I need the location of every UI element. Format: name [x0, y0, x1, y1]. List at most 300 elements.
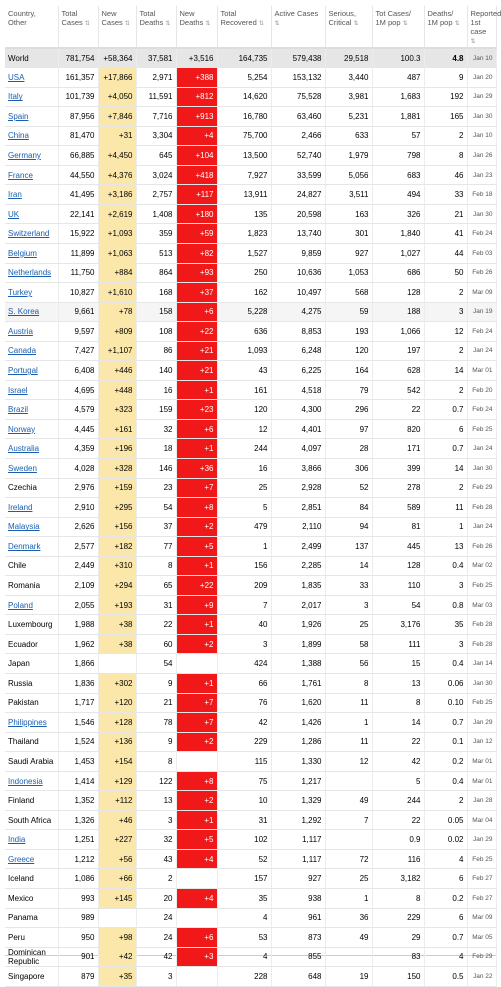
new-cases: +42	[98, 947, 136, 967]
table-row	[5, 615, 496, 635]
country-name[interactable]: Spain	[5, 107, 58, 127]
total-deaths: 168	[136, 283, 176, 303]
deaths-per-million: 192	[424, 87, 467, 107]
table-row	[5, 654, 496, 674]
new-cases: +31	[98, 126, 136, 146]
serious-critical: 3,511	[325, 185, 372, 205]
first-case-date: Feb 27	[467, 889, 496, 909]
first-case-date: Jan 24	[467, 439, 496, 459]
new-deaths: +8	[176, 771, 217, 791]
country-name: Czechia	[5, 478, 58, 498]
serious-critical: 59	[325, 302, 372, 322]
total-deaths: 3,024	[136, 165, 176, 185]
total-deaths: 146	[136, 458, 176, 478]
country-name[interactable]: Greece	[5, 849, 58, 869]
cases-per-million: 171	[372, 439, 424, 459]
total-deaths: 54	[136, 654, 176, 674]
new-cases: +4,450	[98, 146, 136, 166]
total-deaths: 7,716	[136, 107, 176, 127]
total-deaths: 18	[136, 439, 176, 459]
country-name[interactable]: Portugal	[5, 361, 58, 381]
new-cases: +38	[98, 634, 136, 654]
cases-per-million: 5	[372, 771, 424, 791]
country-name[interactable]: Indonesia	[5, 771, 58, 791]
deaths-per-million: 3	[424, 302, 467, 322]
country-name: Japan	[5, 654, 58, 674]
table-row	[5, 204, 496, 224]
total-deaths: 54	[136, 498, 176, 518]
new-cases	[98, 908, 136, 928]
active-cases: 75,528	[271, 87, 325, 107]
active-cases: 10,497	[271, 283, 325, 303]
new-cases: +7,846	[98, 107, 136, 127]
first-case-date: Jan 26	[467, 146, 496, 166]
total-deaths: 20	[136, 889, 176, 909]
country-name[interactable]: Italy	[5, 87, 58, 107]
header-cases-per-million[interactable]	[372, 6, 424, 48]
total-deaths: 11,591	[136, 87, 176, 107]
new-deaths: +1	[176, 674, 217, 694]
table-row	[5, 361, 496, 381]
active-cases: 13,740	[271, 224, 325, 244]
serious-critical: 19	[325, 967, 372, 987]
header-total-deaths[interactable]	[136, 6, 176, 48]
country-name[interactable]: Australia	[5, 439, 58, 459]
cases-per-million: 0.9	[372, 830, 424, 850]
first-case-date: Feb 29	[467, 947, 496, 967]
first-case-date: Feb 24	[467, 322, 496, 342]
country-name[interactable]: Turkey	[5, 283, 58, 303]
table-row	[5, 283, 496, 303]
new-deaths: +93	[176, 263, 217, 283]
table-row	[5, 439, 496, 459]
header-new-deaths[interactable]	[176, 6, 217, 48]
country-name: Ecuador	[5, 634, 58, 654]
header-total-recovered[interactable]	[217, 6, 271, 48]
sort-arrows-icon[interactable]: ⇅	[471, 39, 476, 45]
new-cases: +227	[98, 830, 136, 850]
total-deaths: 864	[136, 263, 176, 283]
deaths-per-million: 0.7	[424, 713, 467, 733]
cases-per-million: 820	[372, 419, 424, 439]
deaths-per-million: 165	[424, 107, 467, 127]
cases-per-million: 197	[372, 341, 424, 361]
total-deaths: 60	[136, 634, 176, 654]
country-name: Saudi Arabia	[5, 752, 58, 772]
table-row	[5, 674, 496, 694]
cases-per-million: 399	[372, 458, 424, 478]
new-deaths: +812	[176, 87, 217, 107]
active-cases: 579,438	[271, 48, 325, 68]
country-name[interactable]: USA	[5, 68, 58, 88]
sort-arrows-icon[interactable]: ⇅	[455, 21, 460, 27]
total-recovered: 75,700	[217, 126, 271, 146]
serious-critical: 14	[325, 556, 372, 576]
total-cases: 41,495	[58, 185, 98, 205]
new-deaths: +104	[176, 146, 217, 166]
total-recovered: 53	[217, 928, 271, 948]
cases-per-million: 81	[372, 517, 424, 537]
total-cases: 781,754	[58, 48, 98, 68]
total-cases: 9,661	[58, 302, 98, 322]
header-first-case[interactable]	[467, 6, 496, 48]
total-deaths: 37,581	[136, 48, 176, 68]
total-deaths: 3	[136, 967, 176, 987]
country-name[interactable]: Philippines	[5, 713, 58, 733]
total-deaths: 159	[136, 400, 176, 420]
header-active-cases[interactable]	[271, 6, 325, 48]
active-cases: 1,330	[271, 752, 325, 772]
total-cases: 2,577	[58, 537, 98, 557]
header-country[interactable]	[5, 6, 58, 48]
total-deaths: 2	[136, 869, 176, 889]
new-cases: +1,063	[98, 243, 136, 263]
deaths-per-million: 0.05	[424, 810, 467, 830]
deaths-per-million: 6	[424, 419, 467, 439]
new-cases: +310	[98, 556, 136, 576]
sort-arrows-icon[interactable]: ⇅	[205, 21, 210, 27]
header-total-cases[interactable]	[58, 6, 98, 48]
active-cases: 4,300	[271, 400, 325, 420]
total-deaths: 9	[136, 674, 176, 694]
country-name[interactable]: India	[5, 830, 58, 850]
first-case-date: Mar 09	[467, 908, 496, 928]
country-name[interactable]: Israel	[5, 380, 58, 400]
active-cases: 1,117	[271, 830, 325, 850]
first-case-date: Feb 25	[467, 576, 496, 596]
covid-stats-table	[5, 6, 497, 987]
total-cases: 4,579	[58, 400, 98, 420]
country-name[interactable]: Switzerland	[5, 224, 58, 244]
first-case-date: Feb 25	[467, 419, 496, 439]
deaths-per-million: 0.7	[424, 439, 467, 459]
country-name: Russia	[5, 674, 58, 694]
total-deaths: 9	[136, 732, 176, 752]
deaths-per-million: 9	[424, 68, 467, 88]
new-deaths: +4	[176, 126, 217, 146]
country-name[interactable]: Brazil	[5, 400, 58, 420]
table-row	[5, 322, 496, 342]
cases-per-million: 487	[372, 68, 424, 88]
country-name[interactable]: Norway	[5, 419, 58, 439]
first-case-date: Feb 03	[467, 243, 496, 263]
sort-arrows-icon[interactable]: ⇅	[354, 21, 359, 27]
header-deaths-per-million[interactable]	[424, 6, 467, 48]
deaths-per-million: 0.06	[424, 674, 467, 694]
total-recovered: 35	[217, 889, 271, 909]
total-deaths: 86	[136, 341, 176, 361]
cases-per-million: 29	[372, 928, 424, 948]
new-cases: +1,093	[98, 224, 136, 244]
total-deaths: 22	[136, 615, 176, 635]
deaths-per-million: 0.2	[424, 889, 467, 909]
first-case-date: Feb 26	[467, 537, 496, 557]
active-cases: 1,835	[271, 576, 325, 596]
first-case-date: Jan 29	[467, 87, 496, 107]
first-case-date: Jan 20	[467, 68, 496, 88]
new-deaths: +8	[176, 498, 217, 518]
total-recovered: 14,620	[217, 87, 271, 107]
deaths-per-million: 0.2	[424, 752, 467, 772]
total-recovered: 244	[217, 439, 271, 459]
country-name[interactable]: Canada	[5, 341, 58, 361]
country-name[interactable]: Sweden	[5, 458, 58, 478]
country-name[interactable]: Denmark	[5, 537, 58, 557]
total-recovered: 13,500	[217, 146, 271, 166]
serious-critical: 11	[325, 693, 372, 713]
total-recovered: 164,735	[217, 48, 271, 68]
total-cases: 950	[58, 928, 98, 948]
deaths-per-million: 4	[424, 947, 467, 967]
serious-critical: 56	[325, 654, 372, 674]
table-row	[5, 341, 496, 361]
serious-critical: 1,053	[325, 263, 372, 283]
new-cases: +58,364	[98, 48, 136, 68]
country-name[interactable]: S. Korea	[5, 302, 58, 322]
new-deaths: +2	[176, 517, 217, 537]
sort-arrows-icon[interactable]: ⇅	[275, 21, 280, 27]
deaths-per-million: 0.4	[424, 556, 467, 576]
new-cases: +884	[98, 263, 136, 283]
total-recovered: 10	[217, 791, 271, 811]
deaths-per-million: 35	[424, 615, 467, 635]
table-row	[5, 126, 496, 146]
first-case-date: Jan 12	[467, 732, 496, 752]
total-cases: 87,956	[58, 107, 98, 127]
total-cases: 1,866	[58, 654, 98, 674]
new-deaths: +7	[176, 693, 217, 713]
serious-critical: 301	[325, 224, 372, 244]
new-deaths: +1	[176, 615, 217, 635]
first-case-date: Feb 28	[467, 498, 496, 518]
active-cases: 4,518	[271, 380, 325, 400]
cases-per-million: 22	[372, 810, 424, 830]
deaths-per-million: 14	[424, 361, 467, 381]
total-recovered: 135	[217, 204, 271, 224]
table-row	[5, 146, 496, 166]
total-cases: 2,449	[58, 556, 98, 576]
total-deaths: 37	[136, 517, 176, 537]
total-cases: 1,414	[58, 771, 98, 791]
new-deaths: +1	[176, 380, 217, 400]
sort-arrows-icon[interactable]: ⇅	[259, 21, 264, 27]
table-row	[5, 576, 496, 596]
new-deaths	[176, 654, 217, 674]
new-cases: +154	[98, 752, 136, 772]
total-recovered: 16,780	[217, 107, 271, 127]
sort-arrows-icon[interactable]: ⇅	[85, 21, 90, 27]
active-cases: 24,827	[271, 185, 325, 205]
new-cases: +1,107	[98, 341, 136, 361]
header-new-cases[interactable]	[98, 6, 136, 48]
country-name[interactable]: UK	[5, 204, 58, 224]
header-label: Active Cases	[275, 9, 319, 18]
first-case-date: Jan 10	[467, 48, 496, 68]
total-cases: 2,055	[58, 595, 98, 615]
new-deaths: +6	[176, 302, 217, 322]
new-cases: +809	[98, 322, 136, 342]
new-deaths: +23	[176, 400, 217, 420]
active-cases: 2,017	[271, 595, 325, 615]
table-row	[5, 400, 496, 420]
covid-stats-table-container	[5, 6, 496, 956]
active-cases: 4,275	[271, 302, 325, 322]
cases-per-million: 15	[372, 654, 424, 674]
total-deaths: 24	[136, 908, 176, 928]
total-deaths: 158	[136, 302, 176, 322]
table-row	[5, 713, 496, 733]
active-cases: 1,217	[271, 771, 325, 791]
total-recovered: 1,527	[217, 243, 271, 263]
first-case-date: Feb 26	[467, 263, 496, 283]
serious-critical: 33	[325, 576, 372, 596]
first-case-date: Mar 02	[467, 556, 496, 576]
header-label: Serious, Critical	[329, 9, 357, 27]
cases-per-million: 111	[372, 634, 424, 654]
first-case-date: Mar 01	[467, 752, 496, 772]
table-row	[5, 419, 496, 439]
serious-critical: 1	[325, 713, 372, 733]
new-deaths: +2	[176, 634, 217, 654]
deaths-per-million: 0.10	[424, 693, 467, 713]
cases-per-million: 188	[372, 302, 424, 322]
total-deaths: 2,757	[136, 185, 176, 205]
deaths-per-million: 2	[424, 791, 467, 811]
table-row	[5, 458, 496, 478]
new-cases: +161	[98, 419, 136, 439]
country-name[interactable]: Iran	[5, 185, 58, 205]
first-case-date: Mar 09	[467, 283, 496, 303]
new-deaths: +117	[176, 185, 217, 205]
table-row	[5, 517, 496, 537]
cases-per-million: 686	[372, 263, 424, 283]
new-cases: +2,619	[98, 204, 136, 224]
total-deaths: 43	[136, 849, 176, 869]
serious-critical: 11	[325, 732, 372, 752]
cases-per-million: 326	[372, 204, 424, 224]
total-deaths: 140	[136, 361, 176, 381]
total-recovered: 40	[217, 615, 271, 635]
country-name[interactable]: Poland	[5, 595, 58, 615]
first-case-date: Feb 20	[467, 380, 496, 400]
country-name[interactable]: France	[5, 165, 58, 185]
new-cases: +66	[98, 869, 136, 889]
serious-critical: 5,056	[325, 165, 372, 185]
sort-arrows-icon[interactable]: ⇅	[403, 21, 408, 27]
first-case-date: Mar 03	[467, 595, 496, 615]
serious-critical: 25	[325, 869, 372, 889]
table-row	[5, 967, 496, 987]
new-cases: +78	[98, 302, 136, 322]
active-cases: 927	[271, 869, 325, 889]
serious-critical: 29,518	[325, 48, 372, 68]
cases-per-million: 110	[372, 576, 424, 596]
new-deaths: +418	[176, 165, 217, 185]
first-case-date: Feb 28	[467, 615, 496, 635]
country-name[interactable]: Ireland	[5, 498, 58, 518]
first-case-date: Feb 24	[467, 400, 496, 420]
table-row	[5, 771, 496, 791]
country-name[interactable]: Netherlands	[5, 263, 58, 283]
total-deaths: 24	[136, 928, 176, 948]
table-body	[5, 48, 496, 986]
total-cases: 4,028	[58, 458, 98, 478]
table-row	[5, 595, 496, 615]
active-cases: 63,460	[271, 107, 325, 127]
country-name[interactable]: Malaysia	[5, 517, 58, 537]
table-row	[5, 810, 496, 830]
new-cases: +128	[98, 713, 136, 733]
new-cases: +120	[98, 693, 136, 713]
table-row	[5, 634, 496, 654]
new-deaths: +6	[176, 928, 217, 948]
new-deaths: +7	[176, 713, 217, 733]
active-cases: 33,599	[271, 165, 325, 185]
sort-arrows-icon[interactable]: ⇅	[165, 21, 170, 27]
total-cases: 4,695	[58, 380, 98, 400]
cases-per-million: 278	[372, 478, 424, 498]
new-cases: +38	[98, 615, 136, 635]
first-case-date: Feb 25	[467, 693, 496, 713]
new-deaths: +4	[176, 849, 217, 869]
country-name[interactable]: Austria	[5, 322, 58, 342]
deaths-per-million: 6	[424, 908, 467, 928]
total-cases: 2,109	[58, 576, 98, 596]
first-case-date: Feb 24	[467, 224, 496, 244]
deaths-per-million: 12	[424, 322, 467, 342]
total-recovered: 52	[217, 849, 271, 869]
first-case-date: Jan 23	[467, 165, 496, 185]
new-deaths	[176, 869, 217, 889]
total-cases: 2,976	[58, 478, 98, 498]
total-recovered: 115	[217, 752, 271, 772]
cases-per-million: 589	[372, 498, 424, 518]
country-name: Pakistan	[5, 693, 58, 713]
total-cases: 879	[58, 967, 98, 987]
country-name[interactable]: Germany	[5, 146, 58, 166]
serious-critical: 120	[325, 341, 372, 361]
active-cases: 1,292	[271, 810, 325, 830]
cases-per-million: 22	[372, 400, 424, 420]
deaths-per-million: 1	[424, 517, 467, 537]
first-case-date: Jan 29	[467, 713, 496, 733]
active-cases: 2,110	[271, 517, 325, 537]
table-row	[5, 87, 496, 107]
sort-arrows-icon[interactable]: ⇅	[125, 21, 130, 27]
country-name[interactable]: Belgium	[5, 243, 58, 263]
new-cases: +156	[98, 517, 136, 537]
table-row	[5, 165, 496, 185]
total-deaths: 23	[136, 478, 176, 498]
new-cases: +295	[98, 498, 136, 518]
cases-per-million: 57	[372, 126, 424, 146]
header-serious-critical[interactable]	[325, 6, 372, 48]
total-cases: 2,626	[58, 517, 98, 537]
country-name[interactable]: China	[5, 126, 58, 146]
total-deaths: 2,971	[136, 68, 176, 88]
total-cases: 66,885	[58, 146, 98, 166]
total-cases: 2,910	[58, 498, 98, 518]
serious-critical: 568	[325, 283, 372, 303]
cases-per-million: 1,881	[372, 107, 424, 127]
new-deaths: +22	[176, 322, 217, 342]
active-cases: 153,132	[271, 68, 325, 88]
cases-per-million: 8	[372, 889, 424, 909]
deaths-per-million: 50	[424, 263, 467, 283]
total-cases: 1,352	[58, 791, 98, 811]
cases-per-million: 3,176	[372, 615, 424, 635]
table-row	[5, 752, 496, 772]
